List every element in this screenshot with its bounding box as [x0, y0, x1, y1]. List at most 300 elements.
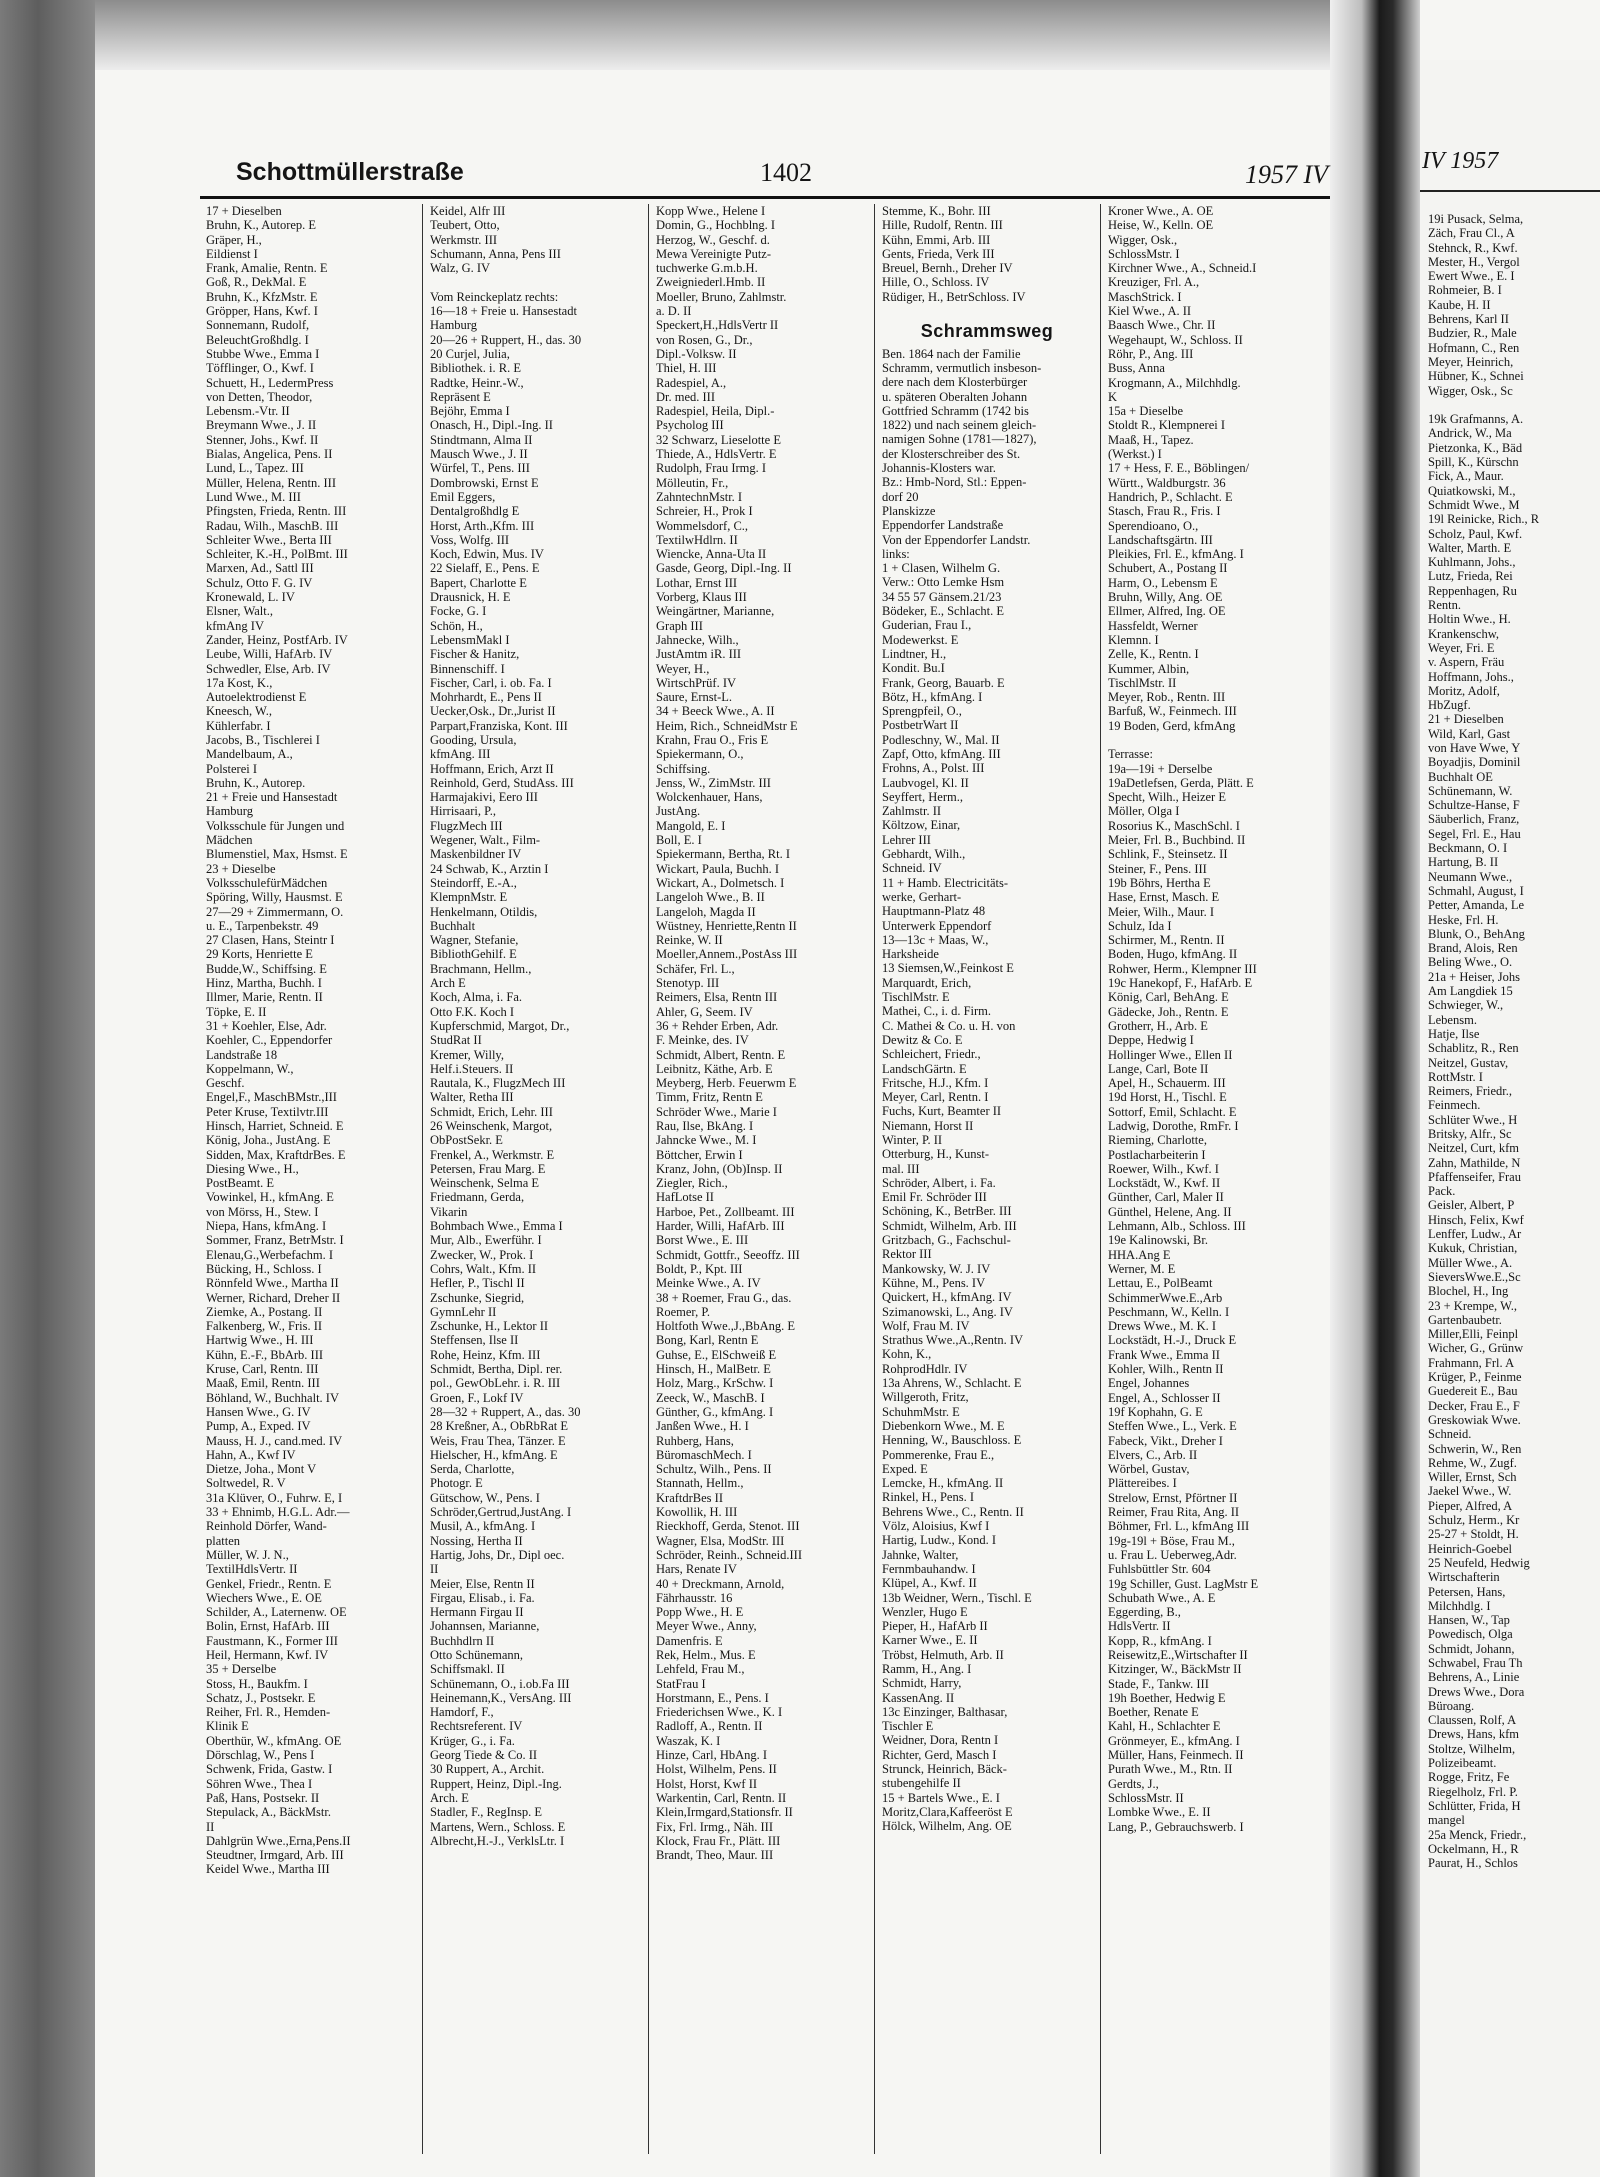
directory-entry: Guhse, E., ElSchweiß E [656, 1347, 777, 1362]
directory-entry: Schatz, J., Postsekr. E [206, 1690, 316, 1705]
directory-entry: Brachmann, Hellm., [430, 961, 532, 976]
directory-entry: Gröpper, Hans, Kwf. I [206, 304, 318, 319]
facing-page-entry: Fick, A., Maur. [1428, 469, 1504, 484]
directory-entry: u. E., Tarpenbekstr. 49 [206, 918, 319, 933]
directory-entry: Schubert, A., Postang II [1108, 561, 1228, 576]
directory-entry: Zschunke, Siegrid, [430, 1290, 525, 1305]
directory-entry: Ruhberg, Hans, [656, 1433, 734, 1448]
directory-entry: Mohrhardt, E., Pens II [430, 690, 542, 705]
directory-entry: Otto Schünemann, [430, 1647, 524, 1662]
directory-entry: 27—29 + Zimmermann, O. [206, 904, 344, 919]
directory-entry: Schön, H., [430, 618, 483, 633]
directory-entry: Strathus Wwe.,A.,Rentn. IV [882, 1333, 1024, 1348]
directory-entry: Schmidt, Harry, [882, 1676, 962, 1691]
directory-entry: Oberthür, W., kfmAng. OE [206, 1733, 342, 1748]
directory-entry: Harmajakivi, Eero III [430, 790, 538, 805]
facing-page-entry: Drews Wwe., Dora [1428, 1684, 1525, 1699]
facing-page-header: IV 1957 [1422, 148, 1499, 174]
facing-page-entry: Geisler, Albert, P [1428, 1198, 1515, 1213]
directory-entry: Sperendioano, O., [1108, 518, 1199, 533]
directory-entry: Henning, W., Bauschloss. E [882, 1433, 1022, 1448]
facing-page-entry: Milchhdlg. I [1428, 1598, 1491, 1613]
directory-entry: Buchhdlrn II [430, 1633, 495, 1648]
directory-entry: Pommerenke, Frau E., [882, 1447, 995, 1462]
facing-page-column [1428, 212, 1600, 1870]
directory-entry: Terrasse: [1108, 747, 1153, 762]
directory-entry: Stepulack, A., BäckMstr. [206, 1805, 331, 1820]
facing-page-entry: Willer, Ernst, Sch [1428, 1470, 1517, 1485]
directory-entry: Moritz,Clara,Kaffeeröst E [882, 1804, 1013, 1819]
directory-entry: Hinz, Martha, Buchh. I [206, 976, 322, 991]
directory-entry: Rieckhoff, Gerda, Stenot. III [656, 1519, 800, 1534]
directory-entry: 19aDetlefsen, Gerda, Plätt. E [1108, 775, 1254, 790]
directory-entry: Boether, Renate E [1108, 1705, 1199, 1720]
directory-entry: Reimer, Frau Rita, Ang. II [1108, 1505, 1240, 1520]
column-separator [648, 204, 649, 2154]
directory-entry: Bialas, Angelica, Pens. II [206, 447, 333, 462]
directory-entry: Reinhold Dörfer, Wand- [206, 1519, 327, 1534]
facing-page-entry: Segel, Frl. E., Hau [1428, 826, 1521, 841]
facing-page-entry: Brand, Alois, Ren [1428, 941, 1518, 956]
directory-entry: 19g Schiller, Gust. LagMstr E [1108, 1576, 1259, 1591]
directory-entry: Hille, O., Schloss. IV [882, 275, 990, 290]
directory-entry: Lockstädt, W., Kwf. II [1108, 1176, 1221, 1191]
directory-entry: Töpke, E. II [206, 1004, 267, 1019]
directory-entry: MaschStrick. I [1108, 289, 1182, 304]
directory-entry: Kühne, M., Pens. IV [882, 1275, 986, 1290]
directory-entry: Hollinger Wwe., Ellen II [1108, 1047, 1233, 1062]
directory-entry: Gerdts, J., [1108, 1776, 1159, 1791]
directory-entry: Schumann, Anna, Pens III [430, 246, 561, 261]
directory-entry: Hoffmann, Erich, Arzt II [430, 761, 554, 776]
scan-background-left [0, 0, 95, 2177]
directory-entry: Kohn, K., [882, 1347, 932, 1362]
facing-page-entry: RottMstr. I [1428, 1069, 1483, 1084]
facing-page-entry: Buchhalt OE [1428, 769, 1493, 784]
facing-page-entry: Weyer, Fri. E [1428, 640, 1495, 655]
directory-entry: Lindtner, H., [882, 646, 947, 661]
directory-entry: Frank Wwe., Emma II [1108, 1347, 1220, 1362]
directory-entry: Dombrowski, Ernst E [430, 475, 539, 490]
directory-entry: Keidel Wwe., Martha III [206, 1862, 330, 1877]
directory-entry: Baasch Wwe., Chr. II [1108, 318, 1216, 333]
facing-page-entry: Neitzel, Gustav, [1428, 1055, 1509, 1070]
directory-entry: Helf.i.Steuers. II [430, 1061, 514, 1076]
directory-entry: Eppendorfer Landstraße [882, 518, 1004, 533]
facing-page-entry: Reimers, Friedr., [1428, 1084, 1513, 1099]
directory-entry: Szimanowski, L., Ang. IV [882, 1304, 1013, 1319]
directory-entry: Dentalgroßhdlg E [430, 504, 520, 519]
directory-entry: Gädecke, Joh., Rentn. E [1108, 1004, 1229, 1019]
directory-entry: Schünemann, O., i.ob.Fa III [430, 1676, 570, 1691]
directory-entry: namigen Sohne (1781—1827), [882, 432, 1037, 447]
facing-page-entry: 23 + Krempe, W., [1428, 1298, 1517, 1313]
facing-page-entry: Frahmann, Frl. A [1428, 1355, 1515, 1370]
facing-page-entry: Wigger, Osk., Sc [1428, 383, 1513, 398]
directory-entry: Schmidt, Wilhelm, Arb. III [882, 1218, 1017, 1233]
directory-entry: Bücking, H., Schloss. I [206, 1261, 322, 1276]
directory-entry: Lehrer III [882, 832, 931, 847]
directory-entry: Söhren Wwe., Thea I [206, 1776, 313, 1791]
facing-page-entry: Quiatkowski, M., [1428, 483, 1516, 498]
facing-page-entry: Rentn. [1428, 598, 1461, 613]
directory-entry: Schubath Wwe., A. E [1108, 1590, 1216, 1605]
directory-entry: Kupferschmid, Margot, Dr., [430, 1018, 570, 1033]
directory-entry: Emil Fr. Schröder III [882, 1190, 987, 1205]
directory-entry: Landschaftsgärtn. III [1108, 532, 1213, 547]
directory-entry: ObPostSekr. E [430, 1133, 503, 1148]
directory-entry: 30 Ruppert, A., Archit. [430, 1762, 545, 1777]
directory-entry: Handrich, P., Schlacht. E [1108, 489, 1233, 504]
facing-page-entry: HbZugf. [1428, 698, 1471, 713]
directory-entry: 16—18 + Freie u. Hansestadt [430, 304, 577, 319]
directory-entry: Wagner, Stefanie, [430, 933, 519, 948]
directory-entry: Holst, Wilhelm, Pens. II [656, 1762, 777, 1777]
directory-entry: Modewerkst. E [882, 632, 959, 647]
directory-entry: Strunck, Heinrich, Bäck- [882, 1762, 1007, 1777]
directory-entry: Bötz, H., kfmAng. I [882, 689, 983, 704]
directory-entry: Meyer, Rob., Rentn. III [1108, 690, 1226, 705]
directory-entry: Krahn, Frau O., Fris E [656, 732, 769, 747]
directory-entry: Fix, Frl. Irmg., Näh. III [656, 1819, 773, 1834]
facing-page-entry: Rohmeier, B. I [1428, 283, 1502, 298]
directory-entry: Ahler, G, Seem. IV [656, 1004, 753, 1019]
directory-entry: Speckert,H.,HdlsVertr II [656, 318, 779, 333]
directory-entry: stubengehilfe II [882, 1776, 961, 1791]
directory-entry: Pump, A., Exped. IV [206, 1419, 311, 1434]
directory-entry: Stade, F., Tankw. III [1108, 1676, 1209, 1691]
directory-entry: Meyer Wwe., Anny, [656, 1619, 757, 1634]
directory-entry: Radtke, Heinr.-W., [430, 375, 524, 390]
directory-entry: Wegehaupt, W., Schloss. II [1108, 332, 1243, 347]
directory-entry: Fabeck, Vikt., Dreher I [1108, 1433, 1223, 1448]
facing-page-entry: Heske, Frl. H. [1428, 912, 1499, 927]
directory-entry: Krogmann, A., Milchhdlg. [1108, 375, 1241, 390]
directory-entry: Wolckenhauer, Hans, [656, 790, 763, 805]
directory-entry: Würfel, T., Pens. III [430, 461, 530, 476]
directory-entry: Herzog, W., Geschf. d. [656, 232, 770, 247]
directory-entry: Brandt, Theo, Maur. III [656, 1848, 774, 1863]
directory-entry: Klinik E [206, 1719, 249, 1734]
directory-entry: 36 + Rehder Erben, Adr. [656, 1018, 779, 1033]
directory-entry: 34 55 57 Gänsem.21/23 [882, 589, 1002, 604]
directory-entry: TischlMstr. E [882, 990, 950, 1005]
directory-entry: 19h Boether, Hedwig E [1108, 1690, 1226, 1705]
directory-entry: SchuhmMstr. E [882, 1404, 960, 1419]
directory-entry: Stenner, Johs., Kwf. II [206, 432, 319, 447]
directory-entry [430, 275, 640, 289]
directory-entry: Hartwig Wwe., H. III [206, 1333, 314, 1348]
directory-entry: kfmAng. III [430, 747, 491, 762]
directory-entry: Petersen, Frau Marg. E [430, 1161, 546, 1176]
directory-entry: Weinschenk, Selma E [430, 1176, 540, 1191]
directory-entry: Ladwig, Dorothe, RmFr. I [1108, 1119, 1239, 1133]
directory-entry: Koehler, C., Eppendorfer [206, 1033, 333, 1048]
directory-entry: Bödeker, E., Schlacht. E [882, 604, 1005, 619]
directory-entry: Schmidt, Erich, Lehr. III [430, 1104, 553, 1119]
directory-entry: mal. III [882, 1161, 920, 1176]
facing-page-entry: Kaube, H. II [1428, 297, 1491, 312]
directory-entry: 1 + Clasen, Wilhelm G. [882, 561, 1001, 576]
directory-entry: Radespiel, Heila, Dipl.- [656, 404, 775, 419]
directory-entry: Wigger, Osk., [1108, 232, 1178, 247]
facing-page-entry: Pieper, Alfred, A [1428, 1498, 1513, 1513]
facing-page-entry: Meyer, Heinrich, [1428, 354, 1514, 369]
directory-entry: 19b Böhrs, Hertha E [1108, 875, 1211, 890]
directory-entry: Lund, L., Tapez. III [206, 461, 304, 476]
directory-entry: Lehmann, Alb., Schloss. III [1108, 1219, 1246, 1234]
facing-page-entry: Schultze-Hanse, F [1428, 798, 1520, 813]
directory-entry: Maaß, Emil, Rentn. III [206, 1376, 320, 1391]
directory-entry: Stindtmann, Alma II [430, 432, 533, 447]
directory-entry: JustAng. [656, 804, 701, 819]
directory-entry: Reimers, Elsa, Rentn III [656, 990, 778, 1005]
directory-entry: Kreuziger, Frl. A., [1108, 275, 1200, 290]
facing-page-entry: Guedereit E., Bau [1428, 1384, 1518, 1399]
directory-entry: Bong, Karl, Rentn E [656, 1333, 759, 1348]
facing-page-entry: Pietzonka, K., Bäd [1428, 440, 1523, 455]
column-2 [430, 204, 640, 2154]
directory-entry: Weingärtner, Marianne, [656, 604, 775, 619]
directory-entry: Maaß, H., Tapez. [1108, 432, 1194, 447]
directory-entry: Boldt, P., Kpt. III [656, 1261, 743, 1276]
directory-entry: Böttcher, Erwin I [656, 1147, 743, 1162]
directory-entry: Drausnick, H. E [430, 590, 511, 605]
directory-entry: Lemcke, H., kfmAng. II [882, 1476, 1004, 1491]
directory-entry: 23 + Dieselbe [206, 861, 276, 876]
directory-entry: Weis, Frau Thea, Tänzer. E [430, 1433, 566, 1448]
directory-entry: Gräper, H., [206, 232, 262, 247]
directory-entry: Möller, Olga I [1108, 804, 1180, 819]
directory-entry: 21 + Freie und Hansestadt [206, 790, 338, 805]
directory-entry: Zander, Heinz, PostfArb. IV [206, 632, 348, 647]
directory-entry: Werner, Richard, Dreher II [206, 1290, 341, 1305]
facing-page-entry: 25-27 + Stoldt, H. [1428, 1527, 1519, 1542]
directory-entry: Lockstädt, H.-J., Druck E [1108, 1333, 1237, 1348]
directory-entry: Spiekermann, O., [656, 747, 744, 762]
directory-entry: Friedmann, Gerda, [430, 1190, 525, 1205]
directory-entry: Fuchs, Kurt, Beamter II [882, 1104, 1002, 1119]
facing-page-entry: Schmidt, Johann, [1428, 1641, 1515, 1656]
directory-entry: Podleschny, W., Mal. II [882, 732, 1000, 747]
directory-entry: Schmidt, Bertha, Dipl. rer. [430, 1362, 563, 1377]
facing-page-entry: Andrick, W., Ma [1428, 426, 1512, 441]
street-title: Schottmüllerstraße [236, 158, 464, 186]
directory-entry: Sprengpfeil, O., [882, 704, 962, 719]
facing-page [1420, 60, 1600, 2177]
directory-entry: Kühlerfabr. I [206, 718, 271, 733]
directory-entry: 34 + Beeck Wwe., A. II [656, 704, 775, 719]
directory-entry: F. Meinke, des. IV [656, 1033, 749, 1048]
facing-page-entry: Greskowiak Wwe. [1428, 1412, 1521, 1427]
directory-entry: 17 + Hess, F. E., Böblingen/ [1108, 461, 1250, 476]
directory-entry: Zeeck, W., MaschB. I [656, 1390, 765, 1405]
column-separator [422, 204, 423, 2154]
directory-entry: Emil Eggers, [430, 489, 496, 504]
directory-entry: Cohrs, Walt., Kfm. II [430, 1261, 537, 1276]
facing-page-entry: Lutz, Frieda, Rei [1428, 569, 1513, 584]
directory-entry: Kühn, E.-F., BbArb. III [206, 1347, 324, 1362]
directory-entry: Schleiter, K.-H., PolBmt. III [206, 547, 348, 562]
directory-entry: 19g-19l + Böse, Frau M., [1108, 1533, 1235, 1548]
column-separator [1100, 204, 1101, 2154]
directory-entry: Parpart,Franziska, Kont. III [430, 718, 568, 733]
directory-entry: Diesing Wwe., H., [206, 1161, 299, 1176]
directory-entry: Dipl.-Volksw. II [656, 346, 737, 361]
directory-entry: Mangold, E. I [656, 818, 726, 833]
directory-entry: kfmAng IV [206, 618, 264, 633]
directory-entry: 11 + Hamb. Electricitäts- [882, 875, 1008, 890]
directory-entry: Serda, Charlotte, [430, 1462, 515, 1477]
directory-entry: Hartig, Johs, Dr., Dipl oec. [430, 1547, 565, 1562]
directory-entry: SchimmerWwe.E.,Arb [1108, 1290, 1223, 1305]
directory-entry: Groen, F., Lokf IV [430, 1390, 524, 1405]
directory-entry: Heise, W., Kelln. OE [1108, 218, 1214, 233]
facing-page-entry: Schwerin, W., Ren [1428, 1441, 1522, 1456]
directory-entry: Lang, P., Gebrauchswerb. I [1108, 1819, 1244, 1834]
directory-entry: FlugzMech III [430, 818, 503, 833]
directory-entry: Marxen, Ad., Sattl III [206, 561, 314, 576]
directory-entry: 15a + Dieselbe [1108, 404, 1184, 419]
column-5 [1108, 204, 1318, 2154]
directory-entry: Bohmbach Wwe., Emma I [430, 1219, 563, 1234]
facing-page-entry: Blochel, H., Ing [1428, 1284, 1509, 1299]
directory-entry: 19c Hanekopf, F., HafArb. E [1108, 976, 1253, 991]
directory-entry: Damenfris. E [656, 1633, 723, 1648]
directory-entry: Exped. E [882, 1461, 928, 1476]
directory-entry: Specht, Wilh., Heizer E [1108, 790, 1226, 805]
directory-entry: Bruhn, Willy, Ang. OE [1108, 590, 1223, 605]
directory-entry: Stoss, H., Baukfm. I [206, 1676, 308, 1691]
directory-entry: Schuett, H., LedermPress [206, 375, 334, 390]
directory-entry: Völz, Aloisius, Kwf I [882, 1519, 990, 1534]
directory-entry: Ziegler, Rich., [656, 1176, 728, 1191]
facing-page-entry: Hübner, K., Schnei [1428, 369, 1524, 384]
directory-entry: Ziemke, A., Postang. II [206, 1304, 323, 1319]
directory-entry: Koch, Alma, i. Fa. [430, 990, 523, 1005]
directory-entry: Hars, Renate IV [656, 1562, 737, 1577]
directory-entry: Marquardt, Erich, [882, 975, 972, 990]
directory-entry: Bruhn, K., Autorep. E [206, 218, 317, 233]
facing-page-entry: Hatje, Ilse [1428, 1026, 1480, 1041]
directory-entry: Guderian, Frau I., [882, 618, 972, 633]
directory-entry: Mankowsky, W. J. IV [882, 1261, 991, 1276]
directory-entry: Kronewald, L. IV [206, 590, 295, 605]
directory-entry: Schmidt, Gottfr., Seeoffz. III [656, 1247, 800, 1262]
facing-page-entry: Paurat, H., Schlos [1428, 1856, 1518, 1871]
directory-entry: König, Carl, BehAng. E [1108, 990, 1229, 1005]
directory-entry: König, Joha., JustAng. E [206, 1133, 331, 1148]
facing-page-entry: Feinmech. [1428, 1098, 1481, 1113]
facing-page-entry: Ewert Wwe., E. I [1428, 269, 1515, 284]
facing-page-entry: Beling Wwe., O. [1428, 955, 1513, 970]
directory-entry: Fuhlsbüttler Str. 604 [1108, 1562, 1211, 1577]
directory-entry: Hirrisaari, P., [430, 804, 496, 819]
directory-entry: Nossing, Hertha II [430, 1533, 523, 1548]
directory-entry: 29 Korts, Henriette E [206, 947, 313, 962]
book-gutter [1330, 0, 1420, 2177]
directory-entry: Graph III [656, 618, 703, 633]
facing-page-entry: 25a Menck, Friedr., [1428, 1827, 1527, 1842]
facing-page-entry: mangel [1428, 1813, 1465, 1828]
directory-entry: Schneid. IV [882, 861, 942, 876]
directory-entry: Rechtsreferent. IV [430, 1719, 523, 1734]
facing-page-entry: Neitzel, Curt, kfm [1428, 1141, 1519, 1156]
directory-entry: LandschGärtn. E [882, 1061, 967, 1076]
directory-entry: Hielscher, H., kfmAng. E [430, 1447, 558, 1462]
directory-entry: Kühn, Emmi, Arb. III [882, 232, 991, 247]
directory-entry: Mandelbaum, A., [206, 747, 293, 762]
directory-entry: Klock, Frau Fr., Plätt. III [656, 1833, 781, 1848]
directory-entry: 13c Einzinger, Balthasar, [882, 1704, 1008, 1719]
header-rule [200, 196, 1330, 199]
directory-entry: Schirmer, M., Rentn. II [1108, 933, 1225, 948]
directory-entry: Peschmann, W., Kelln. I [1108, 1304, 1230, 1319]
directory-entry: Kneesch, W., [206, 704, 272, 719]
directory-entry: Württ., Waldburgstr. 36 [1108, 475, 1226, 490]
directory-entry: Reiher, Frl. R., Hemden- [206, 1705, 331, 1720]
facing-page-entry: Powedisch, Olga [1428, 1627, 1513, 1642]
directory-entry: 31 + Koehler, Else, Adr. [206, 1018, 327, 1033]
directory-entry: Jahnke, Walter, [882, 1547, 959, 1562]
directory-entry: Fritsche, H.J., Kfm. I [882, 1075, 989, 1090]
directory-entry: Langeloh Wwe., B. II [656, 890, 765, 905]
directory-entry: Wickart, Paula, Buchh. I [656, 861, 780, 876]
directory-entry: Rönnfeld Wwe., Martha II [206, 1276, 339, 1291]
directory-entry: Kroner Wwe., A. OE [1108, 204, 1214, 218]
directory-entry: Purath Wwe., M., Rtn. II [1108, 1762, 1233, 1777]
directory-entry: Rudolph, Frau Irmg. I [656, 461, 767, 476]
directory-entry: Wörbel, Gustav, [1108, 1462, 1190, 1477]
directory-entry: Photogr. E [430, 1476, 483, 1491]
directory-columns [200, 204, 1330, 2154]
directory-entry: Gents, Frieda, Verk III [882, 246, 995, 261]
directory-entry: 31a Klüver, O., Fuhrw. E, I [206, 1490, 343, 1505]
directory-entry: Leube, Willi, HafArb. IV [206, 647, 333, 662]
scan-background-top [95, 0, 1415, 70]
directory-entry: Otto F.K. Koch I [430, 1004, 515, 1019]
directory-entry: 13—13c + Maas, W., [882, 932, 989, 947]
directory-page [200, 150, 1330, 2160]
directory-entry: Schultz, Wilh., Pens. II [656, 1462, 772, 1477]
directory-entry: Holst, Horst, Kwf II [656, 1776, 758, 1791]
directory-entry: 26 Weinschenk, Margot, [430, 1119, 553, 1133]
directory-entry: Boden, Hugo, kfmAng. II [1108, 947, 1238, 962]
directory-entry: Radloff, A., Rentn. II [656, 1719, 763, 1734]
directory-entry: Schwedler, Else, Arb. IV [206, 661, 331, 676]
facing-page-entry: Jaekel Wwe., W. [1428, 1484, 1512, 1499]
facing-page-entry: Schlütter, Frida, H [1428, 1798, 1521, 1813]
facing-page-entry: Claussen, Rolf, A [1428, 1713, 1517, 1728]
directory-entry: WirtschPrüf. IV [656, 675, 737, 690]
facing-page-entry: Reppenhagen, Ru [1428, 583, 1517, 598]
directory-entry: Schlink, F., Steinsetz. II [1108, 847, 1228, 862]
directory-entry: Moeller,Annem.,PostAss III [656, 947, 798, 962]
page-header [200, 150, 1330, 196]
directory-entry: Wickart, A., Dolmetsch. I [656, 875, 785, 890]
directory-entry: Holz, Marg., KrSchw. I [656, 1376, 774, 1391]
column-1 [206, 204, 416, 2154]
directory-entry: Dewitz & Co. E [882, 1032, 963, 1047]
directory-entry: Jenss, W., ZimMstr. III [656, 775, 771, 790]
directory-entry: 35 + Derselbe [206, 1662, 277, 1677]
directory-entry: Kopp, R., kfmAng. I [1108, 1633, 1212, 1648]
directory-entry: Steiner, F., Pens. III [1108, 861, 1207, 876]
directory-entry: Rohe, Heinz, Kfm. III [430, 1347, 541, 1362]
facing-page-entry: Schablitz, R., Ren [1428, 1041, 1519, 1056]
directory-entry: 13b Weidner, Wern., Tischl. E [882, 1590, 1032, 1605]
facing-page-entry: v. Aspern, Fräu [1428, 655, 1505, 670]
